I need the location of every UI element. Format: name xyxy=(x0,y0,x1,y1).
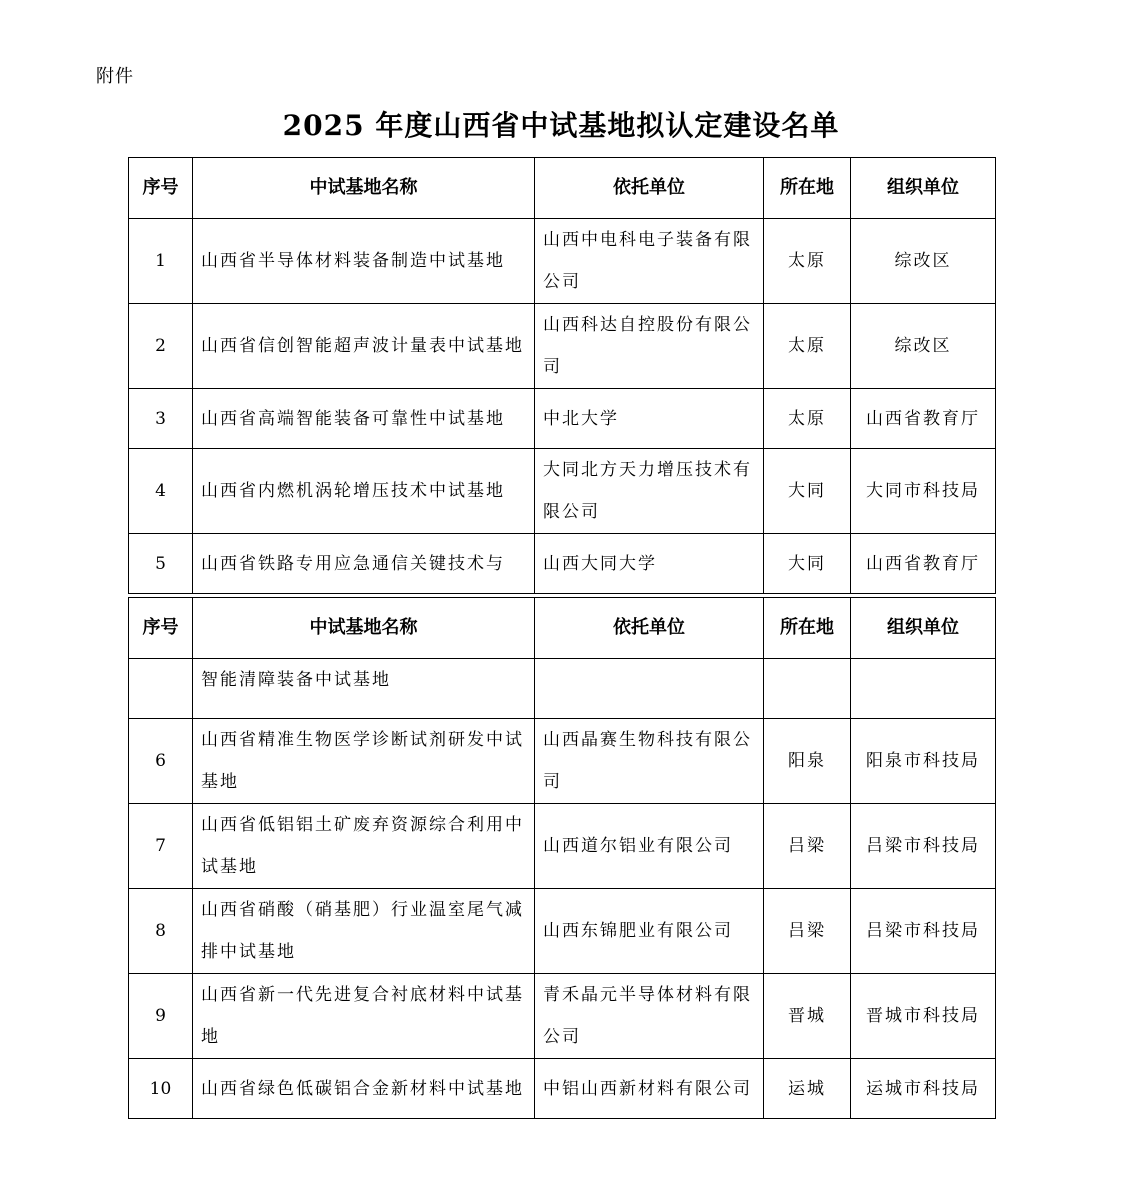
cell-unit: 山西大同大学 xyxy=(535,534,764,594)
header-no: 序号 xyxy=(129,598,193,659)
cell-name: 山西省信创智能超声波计量表中试基地 xyxy=(193,304,535,389)
header-no: 序号 xyxy=(129,158,193,219)
cell-no: 10 xyxy=(129,1059,193,1119)
cell-no: 2 xyxy=(129,304,193,389)
cell-location: 太原 xyxy=(764,219,851,304)
cell-location: 大同 xyxy=(764,449,851,534)
table-row xyxy=(129,974,996,1059)
cell-unit: 山西科达自控股份有限公司 xyxy=(535,304,764,389)
table-row xyxy=(129,719,996,804)
header-unit: 依托单位 xyxy=(535,158,764,219)
cell-no: 5 xyxy=(129,534,193,594)
cell-unit: 山西道尔铝业有限公司 xyxy=(535,804,764,889)
cell-org: 大同市科技局 xyxy=(851,449,996,534)
header-location: 所在地 xyxy=(764,598,851,659)
cell-no: 8 xyxy=(129,889,193,974)
cell-unit: 青禾晶元半导体材料有限公司 xyxy=(535,974,764,1059)
table-row xyxy=(129,889,996,974)
cell-unit: 中铝山西新材料有限公司 xyxy=(535,1059,764,1119)
cell-location: 阳泉 xyxy=(764,719,851,804)
cell-unit: 大同北方天力增压技术有限公司 xyxy=(535,449,764,534)
cell-name: 山西省内燃机涡轮增压技术中试基地 xyxy=(193,449,535,534)
cell-org xyxy=(851,659,996,719)
cell-name: 山西省铁路专用应急通信关键技术与 xyxy=(193,534,535,594)
cell-org: 综改区 xyxy=(851,304,996,389)
header-location: 所在地 xyxy=(764,158,851,219)
cell-name: 山西省绿色低碳铝合金新材料中试基地 xyxy=(193,1059,535,1119)
header-name: 中试基地名称 xyxy=(193,598,535,659)
cell-location: 太原 xyxy=(764,389,851,449)
table-row xyxy=(129,219,996,304)
cell-no: 3 xyxy=(129,389,193,449)
cell-unit xyxy=(535,659,764,719)
cell-location: 太原 xyxy=(764,304,851,389)
cell-name: 智能清障装备中试基地 xyxy=(193,659,535,719)
table-row xyxy=(129,534,996,594)
table-row xyxy=(129,304,996,389)
table-row xyxy=(129,389,996,449)
cell-org: 山西省教育厅 xyxy=(851,534,996,594)
header-org: 组织单位 xyxy=(851,158,996,219)
cell-org: 吕梁市科技局 xyxy=(851,804,996,889)
cell-unit: 山西中电科电子装备有限公司 xyxy=(535,219,764,304)
attachment-label: 附件 xyxy=(96,66,134,87)
cell-name: 山西省半导体材料装备制造中试基地 xyxy=(193,219,535,304)
cell-no: 7 xyxy=(129,804,193,889)
cell-name: 山西省硝酸（硝基肥）行业温室尾气减排中试基地 xyxy=(193,889,535,974)
cell-name: 山西省新一代先进复合衬底材料中试基地 xyxy=(193,974,535,1059)
cell-no: 4 xyxy=(129,449,193,534)
page-title: 2025 年度山西省中试基地拟认定建设名单 xyxy=(282,109,840,142)
table-row xyxy=(129,449,996,534)
cell-name: 山西省精准生物医学诊断试剂研发中试基地 xyxy=(193,719,535,804)
cell-org: 吕梁市科技局 xyxy=(851,889,996,974)
cell-org: 晋城市科技局 xyxy=(851,974,996,1059)
cell-location: 运城 xyxy=(764,1059,851,1119)
cell-unit: 山西晶赛生物科技有限公司 xyxy=(535,719,764,804)
cell-location: 晋城 xyxy=(764,974,851,1059)
cell-org: 运城市科技局 xyxy=(851,1059,996,1119)
cell-unit: 山西东锦肥业有限公司 xyxy=(535,889,764,974)
pilot-base-table-part-1 xyxy=(128,157,996,594)
table-header-row xyxy=(129,158,996,219)
header-org: 组织单位 xyxy=(851,598,996,659)
cell-location: 大同 xyxy=(764,534,851,594)
cell-org: 山西省教育厅 xyxy=(851,389,996,449)
pilot-base-table-part-2 xyxy=(128,597,996,1119)
cell-no: 9 xyxy=(129,974,193,1059)
cell-no xyxy=(129,659,193,719)
cell-name: 山西省低铝铝土矿废弃资源综合利用中试基地 xyxy=(193,804,535,889)
cell-location: 吕梁 xyxy=(764,804,851,889)
table-row xyxy=(129,659,996,719)
cell-location: 吕梁 xyxy=(764,889,851,974)
cell-no: 1 xyxy=(129,219,193,304)
table-row xyxy=(129,1059,996,1119)
cell-no: 6 xyxy=(129,719,193,804)
cell-location xyxy=(764,659,851,719)
header-unit: 依托单位 xyxy=(535,598,764,659)
table-header-row xyxy=(129,598,996,659)
table-row xyxy=(129,804,996,889)
cell-name: 山西省高端智能装备可靠性中试基地 xyxy=(193,389,535,449)
header-name: 中试基地名称 xyxy=(193,158,535,219)
cell-org: 综改区 xyxy=(851,219,996,304)
cell-org: 阳泉市科技局 xyxy=(851,719,996,804)
cell-unit: 中北大学 xyxy=(535,389,764,449)
